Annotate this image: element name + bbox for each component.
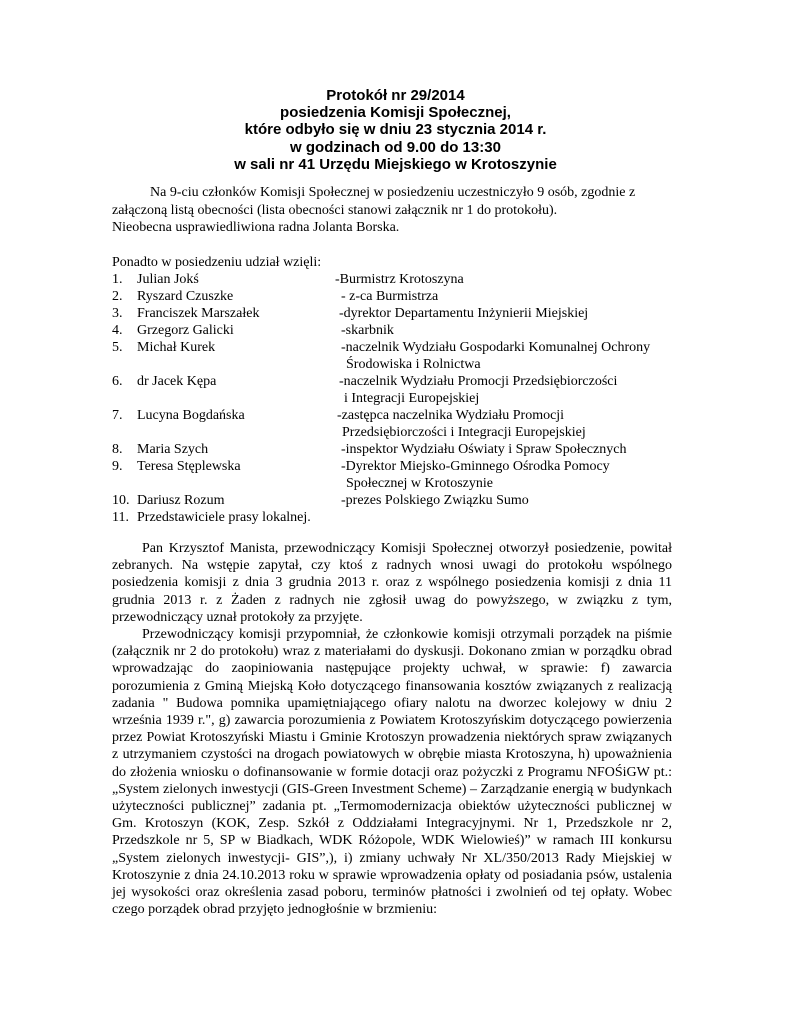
attendee-role-line: -naczelnik Wydziału Gospodarki Komunalnej Ochrony (341, 340, 651, 355)
body-paragraph-2: Przewodniczący komisji przypomniał, że członkowie komisji otrzymali porządek na piśmie (załącznik nr 2 do protokołu) wraz z materiałami do dyskusji. Dokonano zmian w porządku obrad wprowadzając do zaopiniowania następujące projekty uchwał, w sprawie: f) zawarcia porozumienia z Gminą Miejską Koło dotyczącego finansowania kosztów związanych z realizacją zadania " Budowa pomnika upamiętniającego ofiary nalotu na dworzec kolejowy w dniu 2 września 1939 r.", g) zawarcia porozumienia z Powiatem Krotoszyńskim dotyczącego powierzenia przez Powiat Krotoszyński Miastu i Gminie Krotoszyn prowadzenia niektórych spraw związanych z utrzymaniem czystości na drogach powiatowych w obrębie miasta Krotoszyna, h) upoważnienia do złożenia wniosku o dofinansowanie w formie dotacji oraz pożyczki z Programu NFOŚiGW pt.: „System zielonych inwestycji (GIS-Green Investment Scheme) – Zarządzanie energią w budynkach użyteczności publicznej” zadania pt. „Termomodernizacja obiektów użyteczności publicznej w Gm. Krotoszyn (KOK, Zesp. Szkół z Oddziałami Integracyjnymi. Nr 1, Przedszkole nr 2, Przedszkole nr 5, SP w Biadkach, WDK Różopole, WDK Wielowieś)” w ramach III konkursu „System zielonych inwestycji- GIS”,), i) zmiany uchwały Nr XL/350/2013 Rady Miejskiej w Krotoszynie z dnia 24.10.2013 roku w sprawie wprowadzenia opłaty od posiadania psów, ustalenia jej wysokości oraz określenia zasad poboru, terminów płatności i zwolnień od tej opłaty. Wobec czego porządek obrad przyjęto jednogłośnie w brzmieniu: (112, 627, 672, 918)
attendee-role-line: - z-ca Burmistrza (341, 289, 439, 304)
title-line-2: posiedzenia Komisji Społecznej, (280, 104, 511, 122)
attendee-role-line: -Burmistrz Krotoszyna (335, 272, 464, 287)
attendee-role (341, 322, 682, 339)
attendee-number: 10. (112, 493, 130, 508)
attendee-role (341, 458, 682, 492)
attendee-role (339, 305, 682, 322)
title-line-1: Protokół nr 29/2014 (326, 87, 465, 104)
attendee-name: Julian Jokś (137, 272, 199, 287)
attendee-role-line: Społecznej w Krotoszynie (346, 476, 493, 491)
attendee-role-line: -Dyrektor Miejsko-Gminnego Ośrodka Pomocy (341, 459, 610, 474)
attendee-number: 7. (112, 408, 123, 423)
attendee-name: Grzegorz Galicki (137, 323, 234, 338)
attendee-number: 2. (112, 289, 123, 304)
protocol-title (0, 87, 791, 173)
attendee-role-line: -dyrektor Departamentu Inżynierii Miejskiej (339, 306, 589, 321)
attendee-row (112, 339, 682, 373)
intro-line-3: Nieobecna usprawiedliwiona radna Jolanta Borska. (112, 220, 400, 235)
attendee-number: 6. (112, 374, 123, 389)
attendee-role-line: Przedsiębiorczości i Integracji Europejskiej (342, 425, 586, 440)
attendee-row (112, 305, 682, 322)
attendee-role-line: i Integracji Europejskiej (344, 391, 480, 406)
attendee-number: 5. (112, 340, 123, 355)
attendee-role (341, 339, 682, 373)
attendee-name: Lucyna Bogdańska (137, 408, 245, 423)
attendee-role-line: -zastępca naczelnika Wydziału Promocji (337, 408, 565, 423)
attendee-role-line: -naczelnik Wydziału Promocji Przedsiębiorczości (339, 374, 618, 389)
title-line-4: w godzinach od 9.00 do 13:30 (290, 138, 501, 156)
attendee-name: Dariusz Rozum (137, 493, 225, 508)
attendees-list (112, 271, 682, 526)
attendee-role-line: -inspektor Wydziału Oświaty i Spraw Społecznych (341, 442, 627, 457)
attendee-row (112, 509, 682, 526)
attendee-role (341, 288, 682, 305)
attendee-name: dr Jacek Kępa (137, 374, 217, 389)
attendee-role (335, 271, 682, 288)
body-paragraph-1: Pan Krzysztof Manista, przewodniczący Komisji Społecznej otworzył posiedzenie, powitał zebranych. Na wstępie zapytał, czy ktoś z radnych wnosi uwagi do protokołu wspólnego posiedzenia komisji z dnia 3 grudnia 2013 r. oraz z wspólnego posiedzenia komisji z dnia 11 grudnia 2013 r. z Żaden z radnych nie zgłosił uwag do powyższego, w związku z tym, przewodniczący uznał protokoły za przyjęte. (112, 541, 672, 625)
attendee-number: 11. (112, 510, 129, 525)
attendee-number: 8. (112, 442, 123, 457)
attendee-row (112, 492, 682, 509)
attendee-role-line: -skarbnik (341, 323, 394, 338)
attendee-role (341, 441, 682, 458)
attendee-name: Franciszek Marszałek (137, 306, 260, 321)
attendee-role-line: Środowiska i Rolnictwa (346, 357, 481, 372)
intro-line-1: Na 9-ciu członków Komisji Społecznej w posiedzeniu uczestniczyło 9 osób, zgodnie z (150, 185, 636, 200)
protocol-body (112, 540, 672, 918)
attendee-number: 3. (112, 306, 123, 321)
attendee-row (112, 441, 682, 458)
attendee-role (337, 407, 682, 441)
attendee-name: Michał Kurek (137, 340, 216, 355)
attendee-role (341, 492, 682, 509)
intro-paragraph (112, 184, 672, 237)
attendees-heading: Ponadto w posiedzeniu udział wzięli: (112, 255, 322, 270)
attendee-row (112, 288, 682, 305)
attendee-number: 9. (112, 459, 123, 474)
attendee-role-line: -prezes Polskiego Związku Sumo (341, 493, 529, 508)
intro-line-2: załączoną listą obecności (lista obecności stanowi załącznik nr 1 do protokołu). (112, 202, 558, 218)
attendee-row (112, 458, 682, 492)
attendee-row (112, 322, 682, 339)
attendee-name: Teresa Stęplewska (137, 459, 241, 474)
title-line-5: w sali nr 41 Urzędu Miejskiego w Krotoszynie (234, 155, 557, 173)
attendee-row (112, 271, 682, 288)
attendee-role (339, 373, 682, 407)
attendee-name: Maria Szych (137, 442, 209, 457)
title-line-3: które odbyło się w dniu 23 stycznia 2014 r. (244, 121, 547, 139)
attendee-number: 4. (112, 323, 123, 338)
attendee-row (112, 407, 682, 441)
attendee-name: Ryszard Czuszke (137, 289, 234, 304)
attendee-name: Przedstawiciele prasy lokalnej. (137, 510, 311, 525)
attendee-number: 1. (112, 272, 123, 287)
attendee-row (112, 373, 682, 407)
